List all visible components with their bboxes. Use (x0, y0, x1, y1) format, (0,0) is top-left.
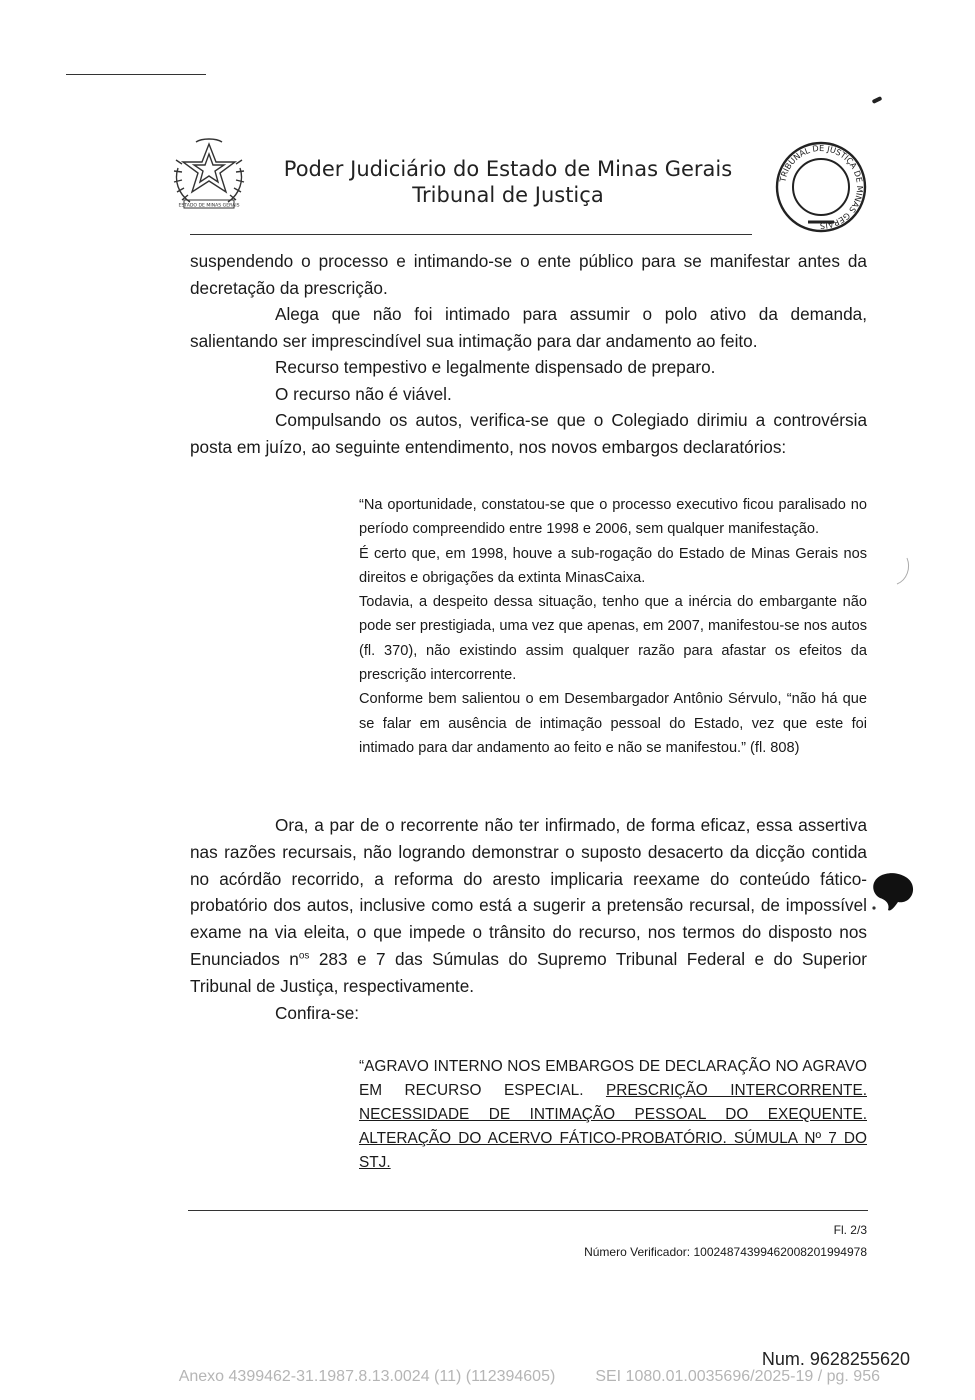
case-citation-quote (359, 1055, 867, 1175)
court-seal-icon (772, 138, 870, 236)
paragraph: O recurso não é viável. (275, 383, 452, 404)
sei-reference: SEI 1080.01.0035696/2025-19 / pg. 956 (595, 1368, 880, 1385)
court-name: Poder Judiciário do Estado de Minas Gerais (283, 157, 733, 181)
annex-reference: Anexo 4399462-31.1987.8.13.0024 (11) (112394605) (178, 1368, 556, 1385)
body-text (190, 248, 867, 460)
court-title (258, 156, 758, 208)
paragraph (190, 812, 867, 1000)
superscript: os (298, 950, 310, 962)
paragraph: Recurso tempestivo e legalmente dispensado de preparo. (275, 357, 716, 377)
document-number: Num. 9628255620 (761, 1349, 910, 1369)
seal-text: TRIBUNAL DE JUSTIÇA DE MINAS GERAIS (777, 142, 866, 232)
scan-smudge (895, 556, 911, 586)
header-rule (190, 234, 752, 235)
state-crest-icon (168, 138, 250, 214)
quote-paragraph: É certo que, em 1998, houve a sub-rogação do Estado de Minas Gerais nos direitos e obrigações da extinta MinasCaixa. (359, 545, 867, 586)
footer-rule (188, 1210, 868, 1211)
pen-mark (872, 96, 883, 104)
paragraph: Compulsando os autos, verifica-se que o Colegiado dirimiu a controvérsia posta em juízo, ao seguinte entendimento, nos novos embargos declaratórios: (190, 410, 867, 457)
paragraph: Alega que não foi intimado para assumir o polo ativo da demanda, salientando ser imprescindível sua intimação para dar andamento ao feito. (190, 304, 867, 351)
quote-paragraph: Conforme bem salientou o em Desembargador Antônio Sérvulo, “não há que se falar em ausência de intimação pessoal do Estado, vez que este foi intimado para dar andamento ao feito e não se manifestou.” (fl. 808) (359, 691, 867, 756)
top-rule (66, 74, 206, 75)
paragraph-text: Ora, a par de o recorrente não ter infirmado, de forma eficaz, essa assertiva nas razões recursais, não logrando demonstrar o suposto desacerto da dicção contida no acórdão recorrido, a reforma do aresto implicaria reexame do conteúdo fático-probatório dos autos, inclusive como está a sugerir a pretensão recursal, de impossível exame na via eleita, o que impede o trânsito do recurso, nos termos do disposto nos Enunciados n (190, 815, 867, 969)
citation-plain: “AGRAVO INTERNO NOS EMBARGOS DE DECLARAÇÃO NO AGRAVO EM RECURSO ESPECIAL. (359, 1058, 867, 1099)
verifier-number: Número Verificador: 10024874399462008201994978 (584, 1245, 867, 1259)
page-indicator: Fl. 2/3 (833, 1223, 867, 1237)
paragraph: Confira-se: (275, 1002, 360, 1023)
annex-line (60, 1368, 880, 1386)
paragraph-text: 283 e 7 das Súmulas do Supremo Tribunal Federal e do Superior Tribunal de Justiça, respectivamente. (190, 948, 867, 996)
letterhead (168, 138, 868, 238)
quote-paragraph: Todavia, a despeito dessa situação, tenho que a inércia do embargante não pode ser prestigiada, uma vez que apenas, em 2007, manifestou-se nos autos (fl. 370), não existindo assim qualquer razão para afastar os efeitos da prescrição intercorrente. (359, 594, 867, 684)
tribunal-name: Tribunal de Justiça (412, 183, 604, 207)
crest-text: ESTADO DE MINAS GERAIS (178, 203, 240, 209)
paragraph: suspendendo o processo e intimando-se o ente público para se manifestar antes da decretação da prescrição. (190, 251, 867, 298)
body-text-continued (190, 812, 867, 1026)
block-quote (359, 493, 867, 760)
citation-text (359, 1055, 867, 1175)
ink-blot (868, 870, 916, 914)
quote-paragraph: “Na oportunidade, constatou-se que o processo executivo ficou paralisado no período compreendido entre 1998 e 2006, sem qualquer manifestação. (359, 497, 867, 538)
citation-underlined: PRESCRIÇÃO INTERCORRENTE. NECESSIDADE DE INTIMAÇÃO PESSOAL DO EXEQUENTE. ALTERAÇÃO DO ACERVO FÁTICO-PROBATÓRIO. SÚMULA Nº 7 DO STJ. (359, 1082, 867, 1171)
